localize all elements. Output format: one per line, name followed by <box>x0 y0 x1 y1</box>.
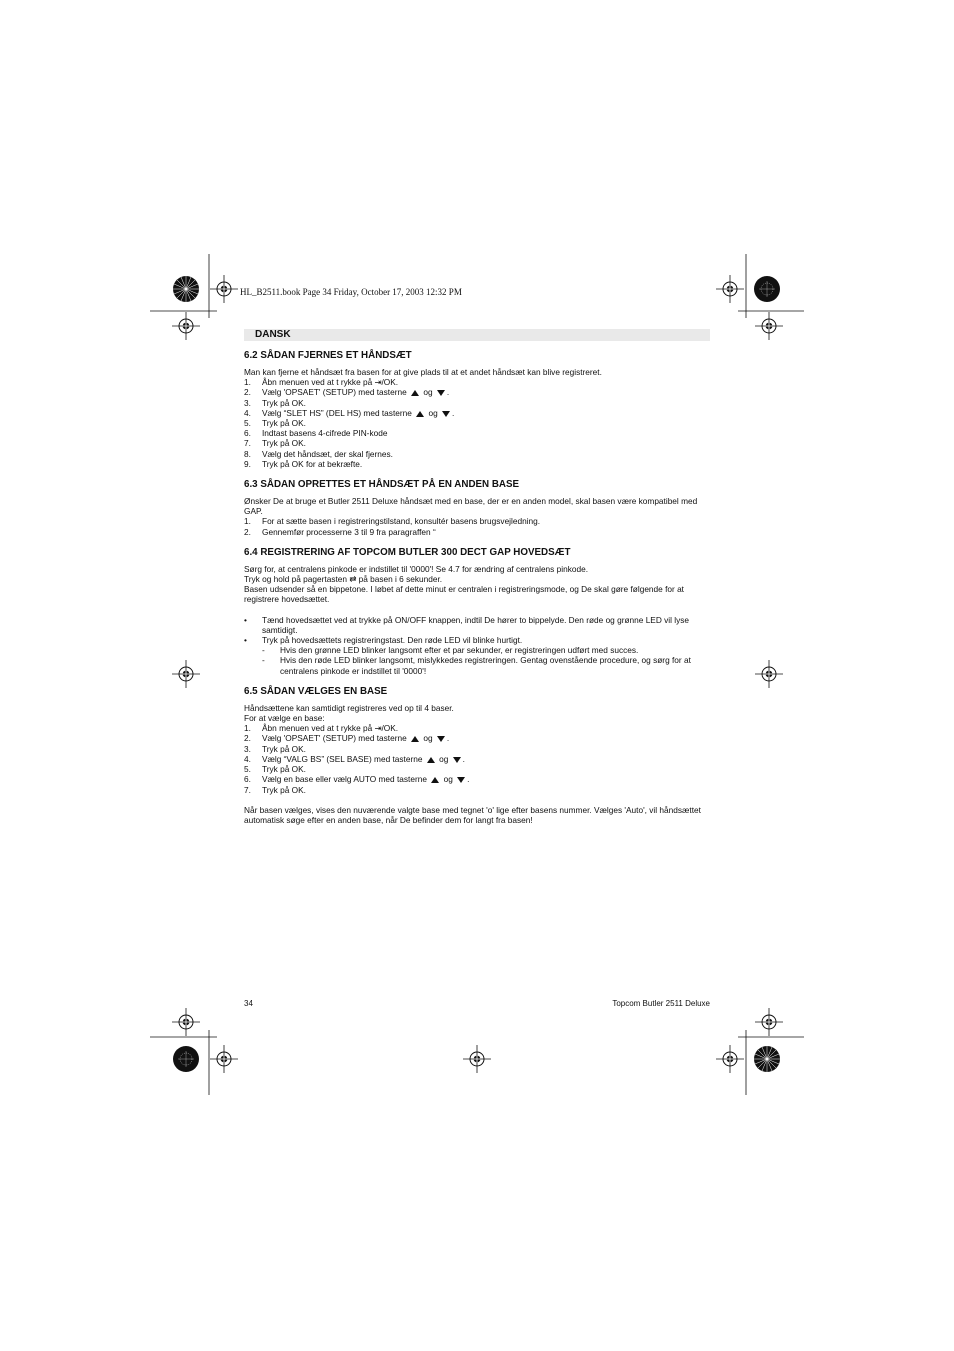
list-item: 4. Vælg “SLET HS” (DEL HS) med tasterne og . <box>244 407 455 418</box>
section-intro: Man kan fjerne et håndsæt fra basen for at give plads til at et andet håndsæt kan blive registreret. <box>244 367 602 377</box>
list-item: 5. Tryk på OK. <box>244 418 306 429</box>
paragraph: Sørg for, at centralens pinkode er indstillet til '0000'! Se 4.7 for ændring af centralens pinkode. <box>244 563 588 574</box>
list-item: 3. Tryk på OK. <box>244 397 306 408</box>
list-item: 7. Tryk på OK. <box>244 438 306 449</box>
pager-key-icon: ⇄ <box>349 574 357 585</box>
list-item: 3. Tryk på OK. <box>244 743 306 754</box>
up-arrow-icon <box>431 777 439 783</box>
language-label: DANSK <box>255 329 291 340</box>
section-6-2 <box>244 350 712 469</box>
paragraph: Tryk og hold på pagertasten ⇄ på basen i 6 sekunder. <box>244 574 443 585</box>
section-title: 6.2 SÅDAN FJERNES ET HÅNDSÆT <box>244 350 412 361</box>
menu-key-icon: ⇥ <box>374 377 382 388</box>
section-title: 6.4 REGISTRERING AF TOPCOM BUTLER 300 DECT GAP HOVEDSÆT <box>244 546 571 558</box>
up-arrow-icon <box>411 736 419 742</box>
section-intro: Ønsker De at bruge et Butler 2511 Deluxe håndsæt med en base, der er en anden model, skal basen være kompatibel med GAP. <box>244 496 698 517</box>
list-item: 2. Vælg 'OPSAET' (SETUP) med tasterne og . <box>244 733 450 744</box>
language-bar <box>244 329 710 341</box>
list-item: 1. Åbn menuen ved at t rykke på ⇥/OK. <box>244 377 399 388</box>
steps-list <box>244 377 712 469</box>
steps-list <box>244 723 712 794</box>
list-item: 6. Indtast basens 4-cifrede PIN-kode <box>244 428 388 439</box>
up-arrow-icon <box>427 757 435 763</box>
list-item: 6. Vælg en base eller vælg AUTO med tasterne og . <box>244 774 470 785</box>
list-item: 1. For at sætte basen i registreringstilstand, konsultér basens brugsvejledning. <box>244 516 541 527</box>
list-item: - Hvis den grønne LED blinker langsomt efter et par sekunder, er registreringen udført med succes. <box>262 645 639 656</box>
list-item: 4. Vælg “VALG BS” (SEL BASE) med tasterne og . <box>244 753 465 764</box>
section-6-5 <box>244 686 712 825</box>
sub-list <box>262 645 712 676</box>
down-arrow-icon <box>442 411 450 417</box>
paragraph: Basen udsender så en bippetone. I løbet af dette minut er centralen i registreringsmode, og De skal gøre følgende for at registrere hovedsættet. <box>244 584 684 605</box>
section-6-4 <box>244 547 712 676</box>
section-6-3 <box>244 479 712 537</box>
list-item: 9. Tryk på OK for at bekræfte. <box>244 458 363 469</box>
up-arrow-icon <box>411 390 419 396</box>
down-arrow-icon <box>453 757 461 763</box>
list-item: 1. Åbn menuen ved at t rykke på ⇥/OK. <box>244 723 399 734</box>
list-item: 2. Gennemfør processerne 3 til 9 fra paragraffen “ <box>244 526 436 537</box>
print-header: HL_B2511.book Page 34 Friday, October 17, 2003 12:32 PM <box>240 287 462 297</box>
paragraph: For at vælge en base: <box>244 713 325 724</box>
page-content <box>244 350 712 835</box>
paragraph: Når basen vælges, vises den nuværende valgte base med tegnet 'o' lige efter basens nummer. Vælges 'Auto', vil håndsættet automatisk søge efter en anden base, når De befinder dem for langt fra basen! <box>244 804 701 825</box>
down-arrow-icon <box>437 390 445 396</box>
section-title: 6.3 SÅDAN OPRETTES ET HÅNDSÆT PÅ EN ANDEN BASE <box>244 479 520 491</box>
product-name: Topcom Butler 2511 Deluxe <box>612 999 710 1008</box>
list-item: 8. Vælg det håndsæt, der skal fjernes. <box>244 448 393 459</box>
menu-key-icon: ⇥ <box>374 723 382 734</box>
down-arrow-icon <box>457 777 465 783</box>
list-item: • Tryk på hovedsættets registreringstast. Den røde LED vil blinke hurtigt. - Hvis den grønne LED blinker langsomt efter et par sekunder, er registreringen udført med succes. - Hvis den røde LED blinker langsomt, mislykkedes registreringen. Gentag ovenstående procedure, og sørg for at centralens pinkode er indstillet til '0000'! <box>244 635 712 676</box>
section-title: 6.5 SÅDAN VÆLGES EN BASE <box>244 685 388 697</box>
list-item: 7. Tryk på OK. <box>244 784 306 795</box>
page-number: 34 <box>244 999 253 1008</box>
down-arrow-icon <box>437 736 445 742</box>
list-item: • Tænd hovedsættet ved at trykke på ON/OFF knappen, indtil De hører to bippelyde. Den røde og grønne LED vil lyse samtidigt. <box>244 614 690 635</box>
list-item: - Hvis den røde LED blinker langsomt, mislykkedes registreringen. Gentag ovenstående procedure, og sørg for at centralens pinkode er indstillet til '0000'! <box>262 655 691 676</box>
bullet-list <box>244 615 712 676</box>
up-arrow-icon <box>416 411 424 417</box>
paragraph: Håndsættene kan samtidigt registreres ved op til 4 baser. <box>244 702 454 713</box>
list-item: 5. Tryk på OK. <box>244 764 306 775</box>
steps-list <box>244 516 712 536</box>
list-item: 2. Vælg 'OPSAET' (SETUP) med tasterne og . <box>244 387 450 398</box>
